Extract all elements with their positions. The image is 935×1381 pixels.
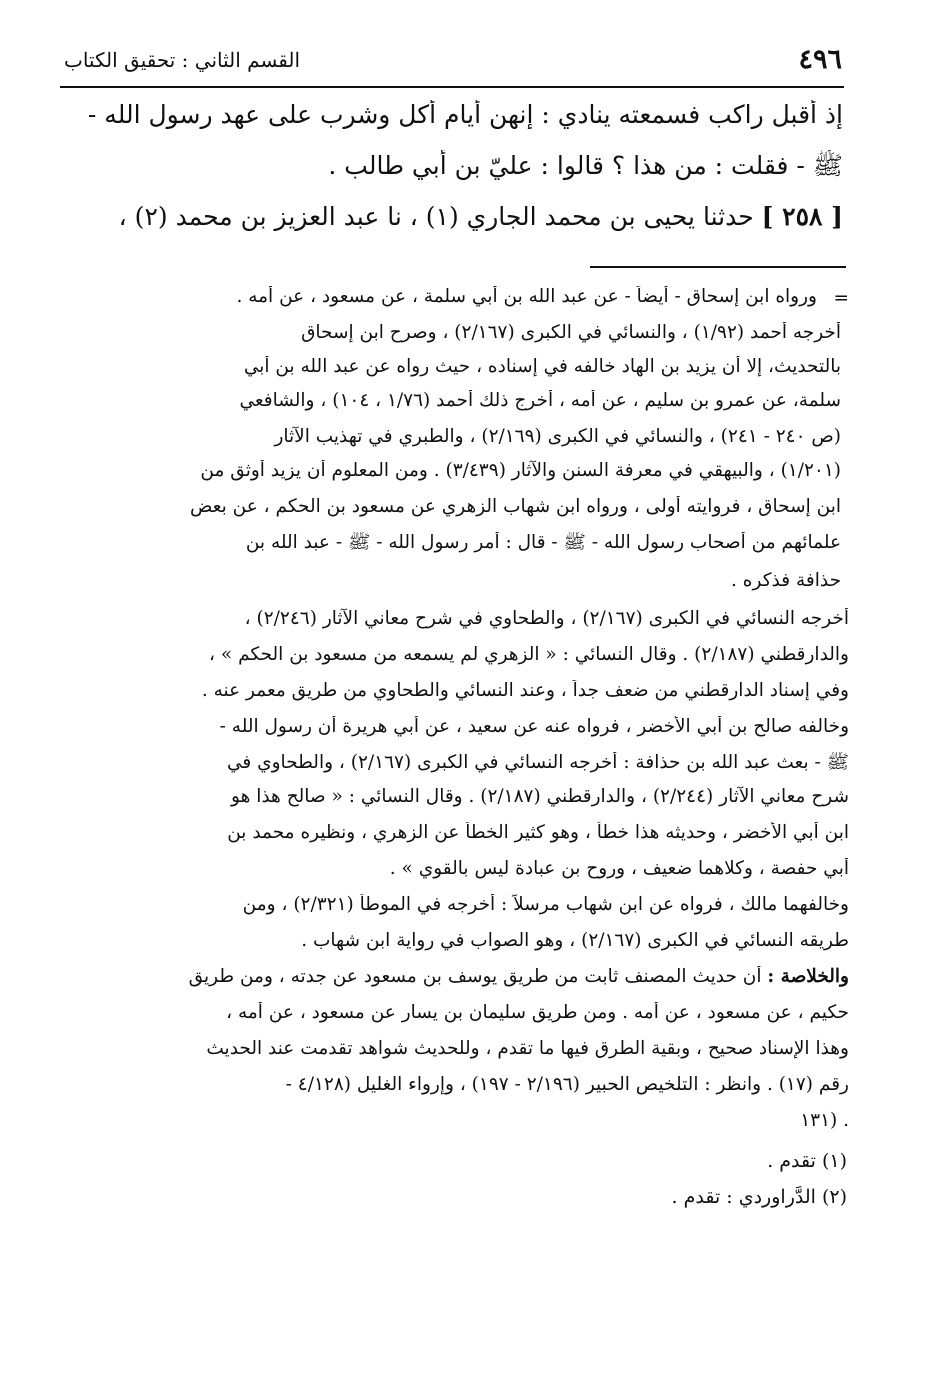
main-text-line: ﷺ - فقلت : من هذا ؟ قالوا : عليّ بن أبي طالب . <box>328 151 843 180</box>
conclusion-text: أن حديث المصنف ثابت من طريق يوسف بن مسعود عن جدته ، ومن طريق <box>188 966 762 987</box>
footnote-line: وخالفهما مالك ، فرواه عن ابن شهاب مرسلاً : أخرجه في الموطأ (٢/٣٢١) ، ومن <box>242 894 849 915</box>
footnote-line: ١٣١) . <box>800 1110 849 1131</box>
footnote-line: والدارقطني (٢/١٨٧) . وقال النسائي : « الزهري لم يسمعه من مسعود بن الحكم » ، <box>209 644 849 665</box>
footnote-line: حذافة فذكره . <box>731 570 841 591</box>
footnote-line: علمائهم من أصحاب رسول الله - ﷺ - قال : أمر رسول الله - ﷺ - عبد الله بن <box>245 532 841 553</box>
hadith-number: [ ٢٥٨ ] <box>761 202 843 231</box>
footnote-line: سلمة، عن عمرو بن سليم ، عن أمه ، أخرج ذلك أحمد (١/٧٦ ، ١٠٤) ، والشافعي <box>239 390 841 411</box>
footnote-line: وفي إسناد الدارقطني من ضعف جداً ، وعند النسائي والطحاوي من طريق معمر عنه . <box>201 680 849 701</box>
footnote-line: ابن إسحاق ، فروايته أولى ، ورواه ابن شهاب الزهري عن مسعود بن الحكم ، عن بعض <box>190 496 841 517</box>
footnote-line: أبي حفصة ، وكلاهما ضعيف ، وروح بن عبادة ليس بالقوي » . <box>389 858 849 879</box>
page-number: ٤٩٦ <box>798 44 842 75</box>
footnote-line: (ص ٢٤٠ - ٢٤١) ، والنسائي في الكبرى (٢/١٦٩) ، والطبري في تهذيب الآثار <box>274 426 841 447</box>
conclusion-line <box>79 966 849 987</box>
conclusion-label: والخلاصة : <box>767 966 849 987</box>
footnote-line: وهذا الإسناد صحيح ، وبقية الطرق فيها ما تقدم ، وللحديث شواهد تقدمت عند الحديث <box>206 1038 849 1059</box>
footnote-line: ﷺ - بعث عبد الله بن حذافة : أخرجه النسائي في الكبرى (٢/١٦٧) ، والطحاوي في <box>227 752 849 773</box>
page-header <box>62 40 842 88</box>
footnote-separator <box>590 266 846 268</box>
header-rule <box>60 86 844 88</box>
footnote-line: ورواه ابن إسحاق - أيضاً - عن عبد الله بن أبي سلمة ، عن مسعود ، عن أمه . <box>236 286 817 307</box>
footnote-line: ابن أبي الأخضر ، وحديثه هذا خطأ ، وهو كثير الخطأ عن الزهري ، ونظيره محمد بن <box>227 822 849 843</box>
endnote-1: (١) تقدم . <box>767 1150 847 1172</box>
hadith-chain: حدثنا يحيى بن محمد الجاري (١) ، نا عبد العزيز بن محمد (٢) ، <box>118 202 754 231</box>
footnote-line: رقم (١٧) . وانظر : التلخيص الحبير (٢/١٩٦ - ١٩٧) ، وإرواء الغليل (٤/١٢٨ - <box>285 1074 849 1095</box>
footnote-line: وخالفه صالح بن أبي الأخضر ، فرواه عنه عن سعيد ، عن أبي هريرة أن رسول الله - <box>219 716 849 737</box>
footnote-line: طريقه النسائي في الكبرى (٢/١٦٧) ، وهو الصواب في رواية ابن شهاب . <box>301 930 849 951</box>
footnote-line: أخرجه أحمد (١/٩٢) ، والنسائي في الكبرى (٢/١٦٧) ، وصرح ابن إسحاق <box>301 322 841 343</box>
hadith-line <box>73 202 843 231</box>
endnote-2: (٢) الدَّراوردي : تقدم . <box>671 1186 847 1208</box>
running-title: القسم الثاني : تحقيق الكتاب <box>64 48 301 72</box>
footnote-line: أخرجه النسائي في الكبرى (٢/١٦٧) ، والطحاوي في شرح معاني الآثار (٢/٢٤٦) ، <box>244 608 849 629</box>
footnote-line: شرح معاني الآثار (٢/٢٤٤) ، والدارقطني (٢/١٨٧) . وقال النسائي : « صالح هذا هو <box>231 786 849 807</box>
continuation-marker: = <box>833 288 849 309</box>
footnote-line: حكيم ، عن مسعود ، عن أمه . ومن طريق سليمان بن يسار عن مسعود ، عن أمه ، <box>226 1002 849 1023</box>
footnote-line: بالتحديث، إلا أن يزيد بن الهاد خالفه في إسناده ، حيث رواه عن عبد الله بن أبي <box>243 356 841 377</box>
main-text-line: إذ أقبل راكب فسمعته ينادي : إنهن أيام أكل وشرب على عهد رسول الله - <box>87 100 843 129</box>
footnote-line: (١/٢٠١) ، والبيهقي في معرفة السنن والآثار (٣/٤٣٩) . ومن المعلوم أن يزيد أوثق من <box>200 460 841 481</box>
